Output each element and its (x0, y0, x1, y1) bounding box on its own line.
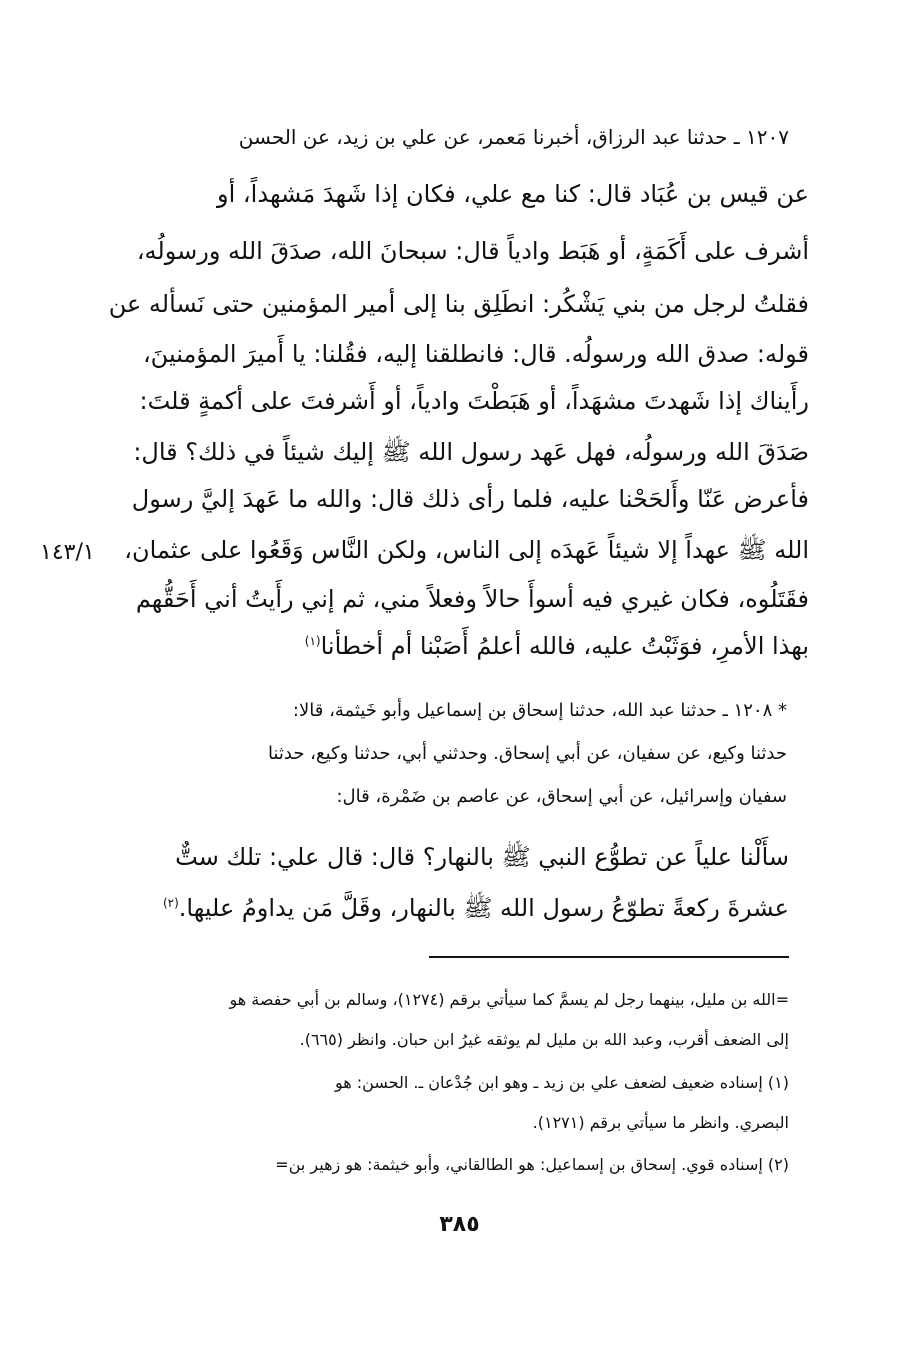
footnote-ref-2: (٢) (162, 896, 179, 910)
matn-1208-line-1: سأَلْنا علياً عن تطوُّع النبي ﷺ بالنهار؟ قال: قال علي: تلك ستٌّ (175, 843, 789, 871)
hadith-1208-line-2: حدثنا وكيع، عن سفيان، عن أبي إسحاق. وحدثني أبي، حدثنا وكيع، حدثنا (267, 743, 787, 764)
hadith-1207-line-7: صَدَقَ الله ورسولُه، فهل عَهد رسول الله ﷺ إليك شيئاً في ذلك؟ قال: (133, 438, 809, 466)
hadith-1207-line-9: الله ﷺ عهداً إلا شيئاً عَهدَه إلى الناس، ولكن النَّاس وَقَعُوا على عثمان، (124, 536, 809, 564)
footnote-line-2: إلى الضعف أقرب، وعبد الله بن مليل لم يوثقه غيرُ ابن حبان. وانظر (٦٦٥). (299, 1030, 789, 1049)
hadith-1207-line-10: فقَتَلُوه، فكان غيري فيه أسوأَ حالاً وفعلاً مني، ثم إني رأَيتُ أني أَحَقُّهم (135, 585, 809, 613)
hadith-1207-line-8: فأعرض عَنّا وأَلحَحْنا عليه، فلما رأى ذلك قال: والله ما عَهدَ إليَّ رسول (131, 485, 809, 513)
footnote-ref-1: (١) (304, 634, 321, 648)
matn-1208-line-2 (163, 893, 789, 928)
hadith-1208-line-3: سفيان وإسرائيل، عن أبي إسحاق، عن عاصم بن ضَمْرة، قال: (336, 786, 787, 807)
footnote-line-3: (١) إسناده ضعيف لضعف علي بن زيد ـ وهو ابن جُدْعان ـ. الحسن: هو (334, 1073, 789, 1092)
hadith-1207-line-3: أشرف على أَكَمَةٍ، أو هَبَط وادياً قال: سبحانَ الله، صدَقَ الله ورسولُه، (136, 237, 809, 265)
hadith-1207-line-6: رأَيناك إذا شَهدتَ مشهَداً، أو هَبَطْتَ وادياً، أو أَشرفتَ على أكمةٍ قلتَ: (139, 387, 809, 415)
footnote-separator (429, 956, 789, 958)
footnote-line-1: =الله بن مليل، بينهما رجل لم يسمَّ كما سيأتي برقم (١٢٧٤)، وسالم بن أبي حفصة هو (229, 990, 789, 1009)
hadith-1207-line-11 (305, 632, 809, 660)
hadith-1207-line-1: ١٢٠٧ ـ حدثنا عبد الرزاق، أخبرنا مَعمر، عن علي بن زيد، عن الحسن (238, 125, 789, 149)
page-number: ٣٨٥ (439, 1212, 480, 1237)
hadith-1208-line-1: * ١٢٠٨ ـ حدثنا عبد الله، حدثنا إسحاق بن إسماعيل وأبو خَيثمة، قالا: (292, 700, 787, 721)
matn-1208-line-2-text: عشرةَ ركعةً تطوّعُ رسول الله ﷺ بالنهار، وقَلَّ مَن يداومُ عليها. (178, 894, 789, 922)
footnote-line-4: البصري. وانظر ما سيأتي برقم (١٢٧١). (532, 1113, 789, 1132)
hadith-1207-line-2: عن قيس بن عُبَاد قال: كنا مع علي، فكان إذا شَهدَ مَشهداً، أو (217, 180, 809, 208)
hadith-1207-line-5: قوله: صدق الله ورسولُه. قال: فانطلقنا إليه، فقُلنا: يا أَميرَ المؤمنينَ، (142, 340, 809, 368)
hadith-1207-line-4: فقلتُ لرجل من بني يَشْكُر: انطَلِق بنا إلى أمير المؤمنين حتى نَسأله عن (108, 290, 809, 318)
margin-volume-page-ref: ١٤٣/١ (40, 540, 95, 565)
hadith-1207-line-11-text: بهذا الأمرِ، فوَثَبْتُ عليه، فالله أعلمُ أَصَبْنا أم أخطأنا (320, 632, 809, 660)
footnote-line-5: (٢) إسناده قوي. إسحاق بن إسماعيل: هو الطالقاني، وأبو خيثمة: هو زهير بن= (275, 1155, 789, 1174)
